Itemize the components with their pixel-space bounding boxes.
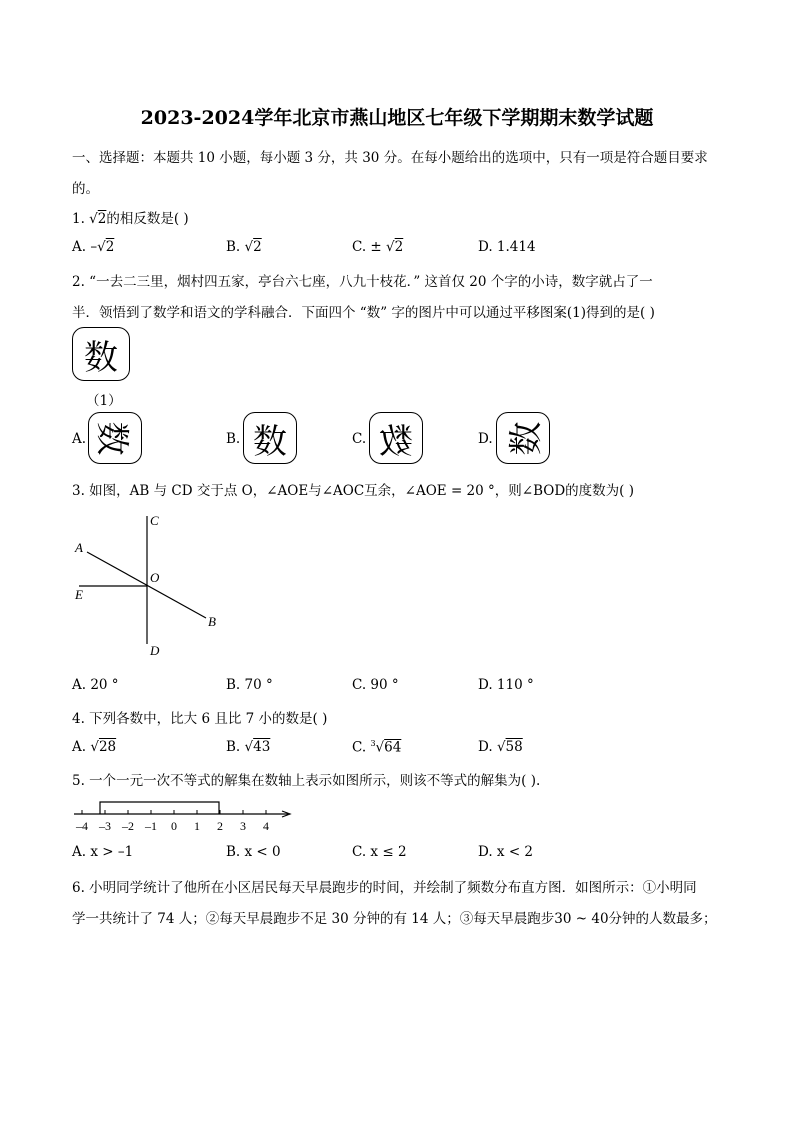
q6-stem-line2: 学一共统计了 74 人；②每天早晨跑步不足 30 分钟的有 14 人；③每天早晨跑步30 ~ 40分钟的人数最多；: [72, 911, 717, 927]
q2-option-c-label[interactable]: C.: [352, 431, 367, 447]
q3-option-b[interactable]: B. 70 °: [226, 677, 273, 693]
q3-angle-figure: [70, 512, 230, 662]
q2-figure-caption: （1）: [86, 393, 122, 409]
q1-stem: 1. √2的相反数是( ): [72, 211, 189, 227]
q6-stem-line1: 6. 小明同学统计了他所在小区居民每天早晨跑步的时间，并绘制了频数分布直方图．如图所示：①小明同: [72, 880, 697, 896]
tick-label: 2: [217, 819, 223, 833]
q2-stem-line2: 半．领悟到了数学和语文的学科融合．下面四个 “数” 字的图片中可以通过平移图案(1)得到的是( ): [72, 305, 655, 321]
q1-option-c[interactable]: C. ± √2: [352, 239, 404, 255]
q2-stem-line1: 2. “一去二三里，烟村四五家，亭台六七座，八九十枝花．” 这首仅 20 个字的小诗，数字就占了一: [72, 274, 653, 290]
section-heading-line2: 的。: [72, 181, 99, 197]
label-b: B: [208, 614, 216, 629]
tick-label: 1: [194, 819, 200, 833]
q2-option-b-image[interactable]: 数: [243, 412, 297, 464]
label-a: A: [75, 540, 83, 555]
q5-stem: 5. 一个一元一次不等式的解集在数轴上表示如图所示，则该不等式的解集为( ).: [72, 773, 541, 789]
q5-option-c[interactable]: C. x ≤ 2: [352, 844, 407, 860]
tick-label: 4: [263, 819, 269, 833]
tick-label: –1: [145, 819, 157, 833]
q5-option-d[interactable]: D. x < 2: [478, 844, 534, 860]
tick-label: –2: [122, 819, 134, 833]
q4-option-a[interactable]: A. √28: [72, 739, 117, 755]
tick-label: 0: [171, 819, 177, 833]
q3-option-c[interactable]: C. 90 °: [352, 677, 399, 693]
q5-option-a[interactable]: A. x > –1: [72, 844, 134, 860]
solution-bracket: [100, 802, 219, 814]
q5-number-line: [70, 796, 300, 836]
q2-option-d-image[interactable]: 数: [496, 412, 550, 464]
q4-stem: 4. 下列各数中，比大 6 且比 7 小的数是( ): [72, 711, 328, 727]
tick-label: –4: [76, 819, 88, 833]
page-title: 2023-2024学年北京市燕山地区七年级下学期期末数学试题: [140, 107, 654, 129]
q2-option-a-image[interactable]: 数: [88, 412, 142, 464]
label-o: O: [150, 570, 160, 585]
label-d: D: [150, 643, 160, 658]
q3-stem: 3. 如图，AB 与 CD 交于点 O，∠AOE与∠AOC互余，∠AOE = 20 °，则∠BOD的度数为( ): [72, 483, 634, 499]
q1-option-b[interactable]: B. √2: [226, 239, 262, 255]
tick-label: 3: [240, 819, 246, 833]
q4-option-b[interactable]: B. √43: [226, 739, 271, 755]
q4-option-d[interactable]: D. √58: [478, 739, 523, 755]
tick-label: –3: [99, 819, 111, 833]
q1-option-d[interactable]: D. 1.414: [478, 239, 536, 255]
section-heading-line1: 一、选择题：本题共 10 小题，每小题 3 分，共 30 分。在每小题给出的选项中，只有一项是符合题目要求: [72, 150, 708, 166]
q2-option-a-label[interactable]: A.: [72, 431, 87, 447]
q2-option-b-label[interactable]: B.: [226, 431, 241, 447]
label-c: C: [150, 513, 159, 528]
q3-option-d[interactable]: D. 110 °: [478, 677, 534, 693]
q1-option-a[interactable]: A. –√2: [72, 239, 115, 255]
q2-option-c-image[interactable]: 数: [369, 412, 423, 464]
label-e: E: [75, 587, 83, 602]
q5-option-b[interactable]: B. x < 0: [226, 844, 281, 860]
q2-figure-1: 数: [72, 327, 130, 381]
q4-option-c[interactable]: C. $^3$√64: [352, 739, 402, 756]
q2-option-d-label[interactable]: D.: [478, 431, 493, 447]
q3-option-a[interactable]: A. 20 °: [72, 677, 119, 693]
